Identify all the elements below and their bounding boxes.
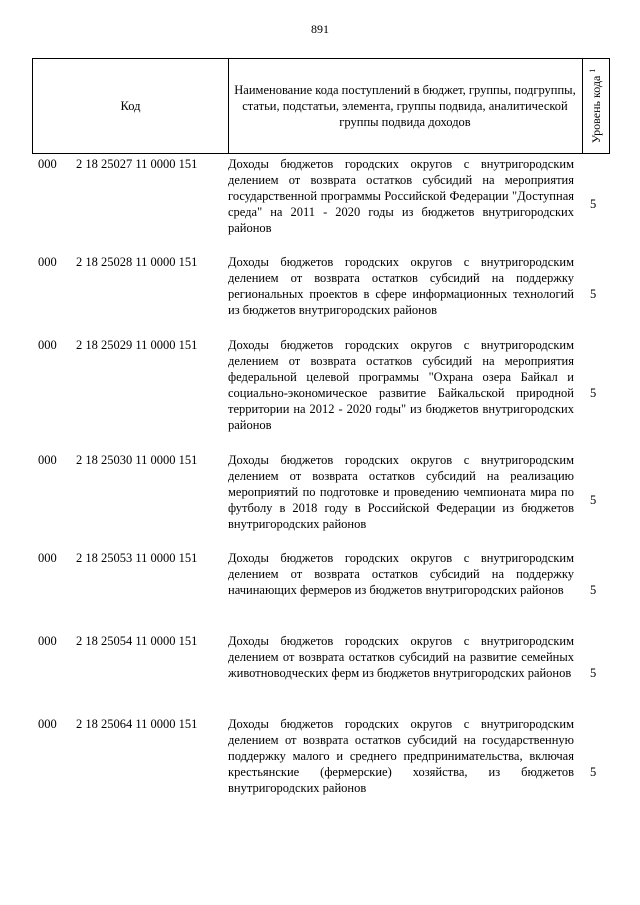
row-prefix: 000 bbox=[38, 634, 57, 648]
row-prefix: 000 bbox=[38, 551, 57, 565]
row-name: Доходы бюджетов городских округов с внутригородским делением от возврата остатков субсидий на мероприятия государственной программы Российской Федерации "Доступная среда" на 2011 - 2020 годы из бюджетов внутригородских районов bbox=[228, 157, 574, 235]
header-level bbox=[583, 59, 609, 153]
row-code: 2 18 25027 11 0000 151 bbox=[76, 157, 198, 171]
row-prefix: 000 bbox=[38, 255, 57, 269]
table-header bbox=[32, 58, 610, 154]
row-code: 2 18 25029 11 0000 151 bbox=[76, 338, 198, 352]
row-level: 5 bbox=[590, 583, 597, 597]
row-prefix: 000 bbox=[38, 157, 57, 171]
row-prefix: 000 bbox=[38, 338, 57, 352]
row-name: Доходы бюджетов городских округов с внутригородским делением от возврата остатков субсидий на мероприятия федеральной целевой программы "Охрана озера Байкал и социально-экономическое развитие Байкальской природной территории на 2012 - 2020 годы" из бюджетов внутригородских районов bbox=[228, 338, 574, 432]
row-level: 5 bbox=[590, 287, 597, 301]
row-name: Доходы бюджетов городских округов с внутригородским делением от возврата остатков субсидий на поддержку региональных проектов в сфере информационных технологий из бюджетов внутригородских районов bbox=[228, 255, 574, 317]
row-prefix: 000 bbox=[38, 717, 57, 731]
page-number: 891 bbox=[311, 22, 329, 36]
row-code: 2 18 25054 11 0000 151 bbox=[76, 634, 198, 648]
row-level: 5 bbox=[590, 386, 597, 400]
row-code: 2 18 25053 11 0000 151 bbox=[76, 551, 198, 565]
header-level-text bbox=[588, 69, 604, 144]
header-code: Код bbox=[33, 59, 229, 153]
row-level: 5 bbox=[590, 197, 597, 211]
row-name: Доходы бюджетов городских округов с внутригородским делением от возврата остатков субсидий на развитие семейных животноводческих ферм из бюджетов внутригородских районов bbox=[228, 634, 574, 680]
header-name: Наименование кода поступлений в бюджет, группы, подгруппы, статьи, подстатьи, элемента, группы подвида, аналитической группы подвида доходов bbox=[228, 59, 583, 153]
row-prefix: 000 bbox=[38, 453, 57, 467]
row-name: Доходы бюджетов городских округов с внутригородским делением от возврата остатков субсидий на государственную поддержку малого и среднего предпринимательства, включая крестьянские (фермерские) хозяйства, из бюджетов внутригородских районов bbox=[228, 717, 574, 795]
row-name: Доходы бюджетов городских округов с внутригородским делением от возврата остатков субсидий на поддержку начинающих фермеров из бюджетов внутригородских районов bbox=[228, 551, 574, 597]
row-level: 5 bbox=[590, 493, 597, 507]
row-name: Доходы бюджетов городских округов с внутригородским делением от возврата остатков субсидий на реализацию мероприятий по подготовке и проведению чемпионата мира по футболу в 2018 году в Российской Федерации из бюджетов внутригородских районов bbox=[228, 453, 574, 531]
row-code: 2 18 25064 11 0000 151 bbox=[76, 717, 198, 731]
row-code: 2 18 25028 11 0000 151 bbox=[76, 255, 198, 269]
header-level-label: Уровень кода bbox=[589, 75, 603, 144]
row-level: 5 bbox=[590, 765, 597, 779]
row-code: 2 18 25030 11 0000 151 bbox=[76, 453, 198, 467]
row-level: 5 bbox=[590, 666, 597, 680]
header-level-footnote: 1 bbox=[588, 68, 597, 73]
